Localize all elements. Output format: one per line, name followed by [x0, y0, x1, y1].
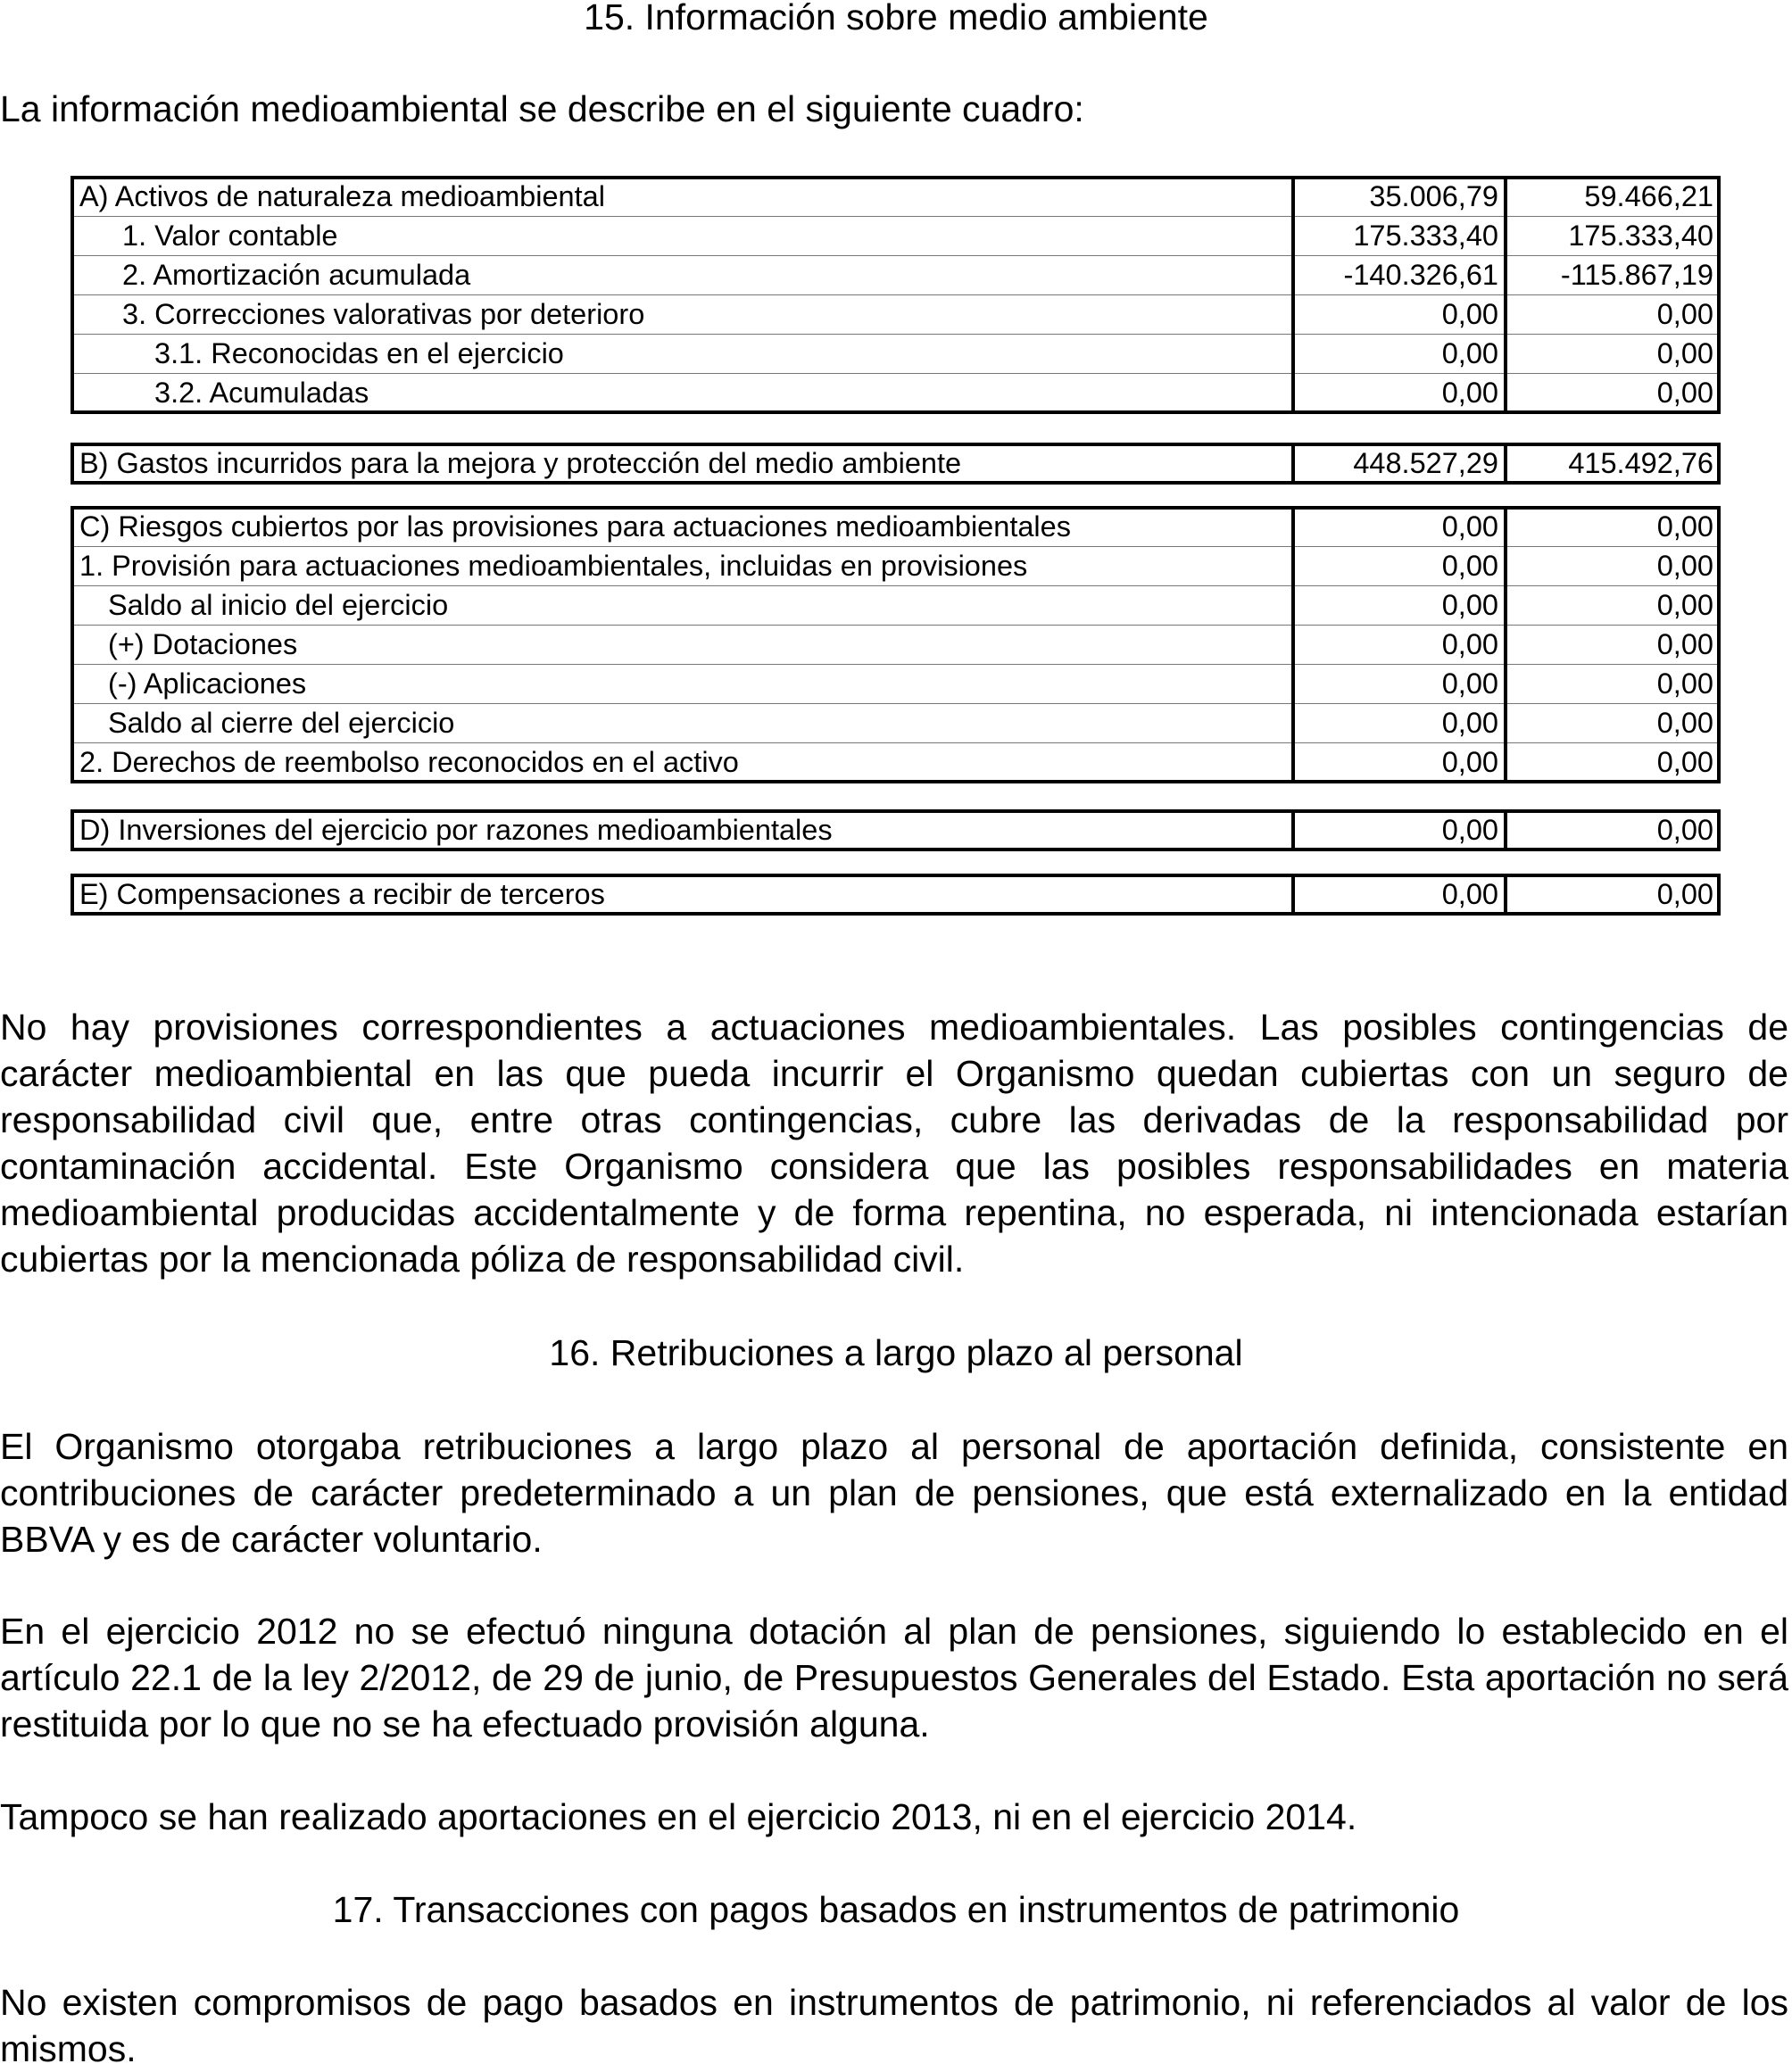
row-label: C) Riesgos cubiertos por las provisiones para actuaciones medioambientales	[72, 508, 1293, 547]
row-label: B) Gastos incurridos para la mejora y protección del medio ambiente	[72, 444, 1293, 483]
value-col-2: 0,00	[1506, 295, 1719, 335]
environmental-investments-table	[72, 811, 1719, 850]
environmental-assets-table	[72, 178, 1719, 412]
row-label: A) Activos de naturaleza medioambiental	[72, 178, 1293, 217]
value-col-1: 0,00	[1293, 704, 1506, 743]
row-label: 1. Provisión para actuaciones medioambientales, incluidas en provisiones	[72, 547, 1293, 586]
value-col-1: 0,00	[1293, 508, 1506, 547]
value-col-1: 0,00	[1293, 547, 1506, 586]
row-label: 1. Valor contable	[72, 217, 1293, 256]
value-col-1: 0,00	[1293, 743, 1506, 783]
section-16-paragraph-3: Tampoco se han realizado aportaciones en el ejercicio 2013, ni en el ejercicio 2014.	[0, 1796, 1357, 1837]
third-party-compensation-table	[72, 875, 1719, 914]
value-col-2: 0,00	[1506, 626, 1719, 665]
value-col-1: 0,00	[1293, 335, 1506, 374]
value-col-2: 0,00	[1506, 547, 1719, 586]
value-col-1: -140.326,61	[1293, 256, 1506, 295]
table-row	[72, 374, 1719, 413]
section-16-paragraph-1: El Organismo otorgaba retribuciones a largo plazo al personal de aportación definida, consistente en contribuciones de carácter predeterminado a un plan de pensiones, que está externalizado en la entidad BBVA y es de carácter voluntario.	[0, 1426, 1788, 1560]
value-col-1: 0,00	[1293, 875, 1506, 914]
section-15-intro: La información medioambiental se describe en el siguiente cuadro:	[0, 88, 1084, 129]
value-col-1: 0,00	[1293, 295, 1506, 335]
section-16-paragraph-2: En el ejercicio 2012 no se efectuó ninguna dotación al plan de pensiones, siguiendo lo establecido en el artículo 22.1 de la ley 2/2012, de 29 de junio, de Presupuestos Generales del Estado. Esta aportación no será restituida por lo que no se ha efectuado provisión alguna.	[0, 1611, 1788, 1745]
table-row	[72, 217, 1719, 256]
value-col-2: 0,00	[1656, 878, 1713, 910]
row-label: (+) Dotaciones	[72, 626, 1293, 665]
table-row	[72, 704, 1719, 743]
value-col-2: 0,00	[1656, 814, 1713, 846]
value-col-1: 0,00	[1293, 586, 1506, 626]
table-row	[72, 256, 1719, 295]
table-row	[72, 295, 1719, 335]
value-col-2: 0,00	[1506, 743, 1719, 783]
environmental-risks-table	[72, 508, 1719, 782]
row-label: 3. Correcciones valorativas por deterioro	[72, 295, 1293, 335]
value-col-2: 0,00	[1506, 704, 1719, 743]
table-row	[72, 508, 1719, 547]
section-15-title: 15. Información sobre medio ambiente	[584, 0, 1208, 37]
table-row	[72, 743, 1719, 783]
table-row	[72, 444, 1719, 483]
value-col-2: 0,00	[1506, 335, 1719, 374]
value-col-2: -115.867,19	[1506, 256, 1719, 295]
row-label: E) Compensaciones a recibir de terceros	[72, 875, 1293, 914]
row-label: D) Inversiones del ejercicio por razones medioambientales	[72, 811, 1293, 850]
value-col-1: 175.333,40	[1293, 217, 1506, 256]
value-col-1: 0,00	[1293, 374, 1506, 413]
value-col-1: 0,00	[1293, 665, 1506, 704]
environmental-expenses-table	[72, 444, 1719, 483]
value-col-1: 0,00	[1293, 811, 1506, 850]
row-label: (-) Aplicaciones	[72, 665, 1293, 704]
section-17-paragraph: No existen compromisos de pago basados en instrumentos de patrimonio, ni referenciados al valor de los mismos.	[0, 1982, 1788, 2069]
table-row	[72, 586, 1719, 626]
table-row	[72, 335, 1719, 374]
row-label: Saldo al cierre del ejercicio	[72, 704, 1293, 743]
table-row	[72, 626, 1719, 665]
value-col-2: 415.492,76	[1568, 447, 1713, 479]
value-col-2: 0,00	[1506, 665, 1719, 704]
row-label: 2. Amortización acumulada	[72, 256, 1293, 295]
value-col-2: 0,00	[1506, 508, 1719, 547]
row-label: 3.1. Reconocidas en el ejercicio	[72, 335, 1293, 374]
table-row	[72, 547, 1719, 586]
table-row	[72, 665, 1719, 704]
section-17-title: 17. Transacciones con pagos basados en instrumentos de patrimonio	[332, 1889, 1460, 1930]
table-row	[72, 178, 1719, 217]
value-col-1: 448.527,29	[1293, 444, 1506, 483]
value-col-2: 175.333,40	[1506, 217, 1719, 256]
value-col-2: 59.466,21	[1506, 178, 1719, 217]
table-row	[72, 811, 1719, 850]
row-label: 2. Derechos de reembolso reconocidos en el activo	[72, 743, 1293, 783]
value-col-2: 0,00	[1506, 374, 1719, 413]
row-label: 3.2. Acumuladas	[72, 374, 1293, 413]
section-15-paragraph: No hay provisiones correspondientes a actuaciones medioambientales. Las posibles contingencias de carácter medioambiental en las que pueda incurrir el Organismo quedan cubiertas con un seguro de responsabilidad civil que, entre otras contingencias, cubre las derivadas de la responsabilidad por contaminación accidental. Este Organismo considera que las posibles responsabilidades en materia medioambiental producidas accidentalmente y de forma repentina, no esperada, ni intencionada estarían cubiertas por la mencionada póliza de responsabilidad civil.	[0, 1007, 1788, 1280]
value-col-2: 0,00	[1506, 586, 1719, 626]
value-col-1: 35.006,79	[1293, 178, 1506, 217]
table-row	[72, 875, 1719, 914]
value-col-1: 0,00	[1293, 626, 1506, 665]
section-16-title: 16. Retribuciones a largo plazo al personal	[549, 1332, 1243, 1373]
row-label: Saldo al inicio del ejercicio	[72, 586, 1293, 626]
